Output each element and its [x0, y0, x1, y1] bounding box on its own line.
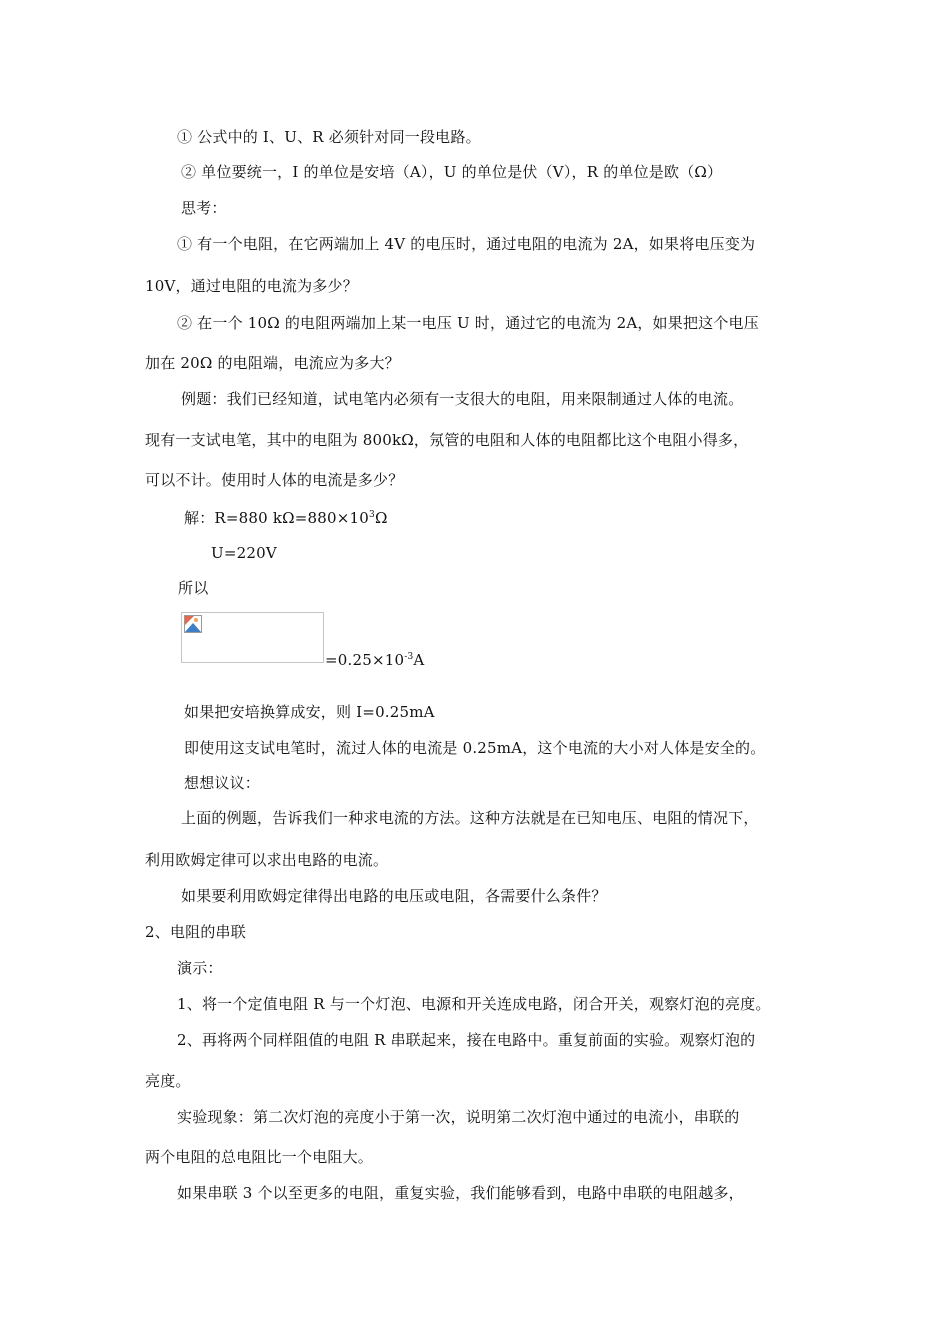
solution-result-suffix: A: [413, 651, 425, 669]
line-22: 实验现象：第二次灯泡的亮度小于第一次，说明第二次灯泡中通过的电流小，串联的: [177, 1108, 740, 1126]
line-4: ① 有一个电阻，在它两端加上 4V 的电压时，通过电阻的电流为 2A，如果将电压变为: [177, 235, 756, 253]
line-13: 想想议议：: [184, 774, 261, 792]
solution-r-suffix: Ω: [374, 509, 388, 527]
solution-result-prefix: =0.25×10: [325, 651, 405, 669]
line-1: ① 公式中的 I、U、R 必须针对同一段电路。: [177, 128, 481, 146]
line-2: ② 单位要统一，I 的单位是安培（A），U 的单位是伏（V），R 的单位是欧（Ω）: [181, 163, 723, 181]
line-21: 亮度。: [145, 1072, 191, 1090]
line-18: 演示：: [177, 959, 223, 977]
solution-r-prefix: 解：R=880 kΩ=880×10: [184, 509, 370, 527]
line-15: 利用欧姆定律可以求出电路的电流。: [145, 851, 389, 869]
line-9: 现有一支试电笔，其中的电阻为 800kΩ，氖管的电阻和人体的电阻都比这个电阻小得多，: [145, 431, 749, 449]
line-19: 1、将一个定值电阻 R 与一个灯泡、电源和开关连成电路，闭合开关，观察灯泡的亮度。: [177, 995, 771, 1013]
line-14: 上面的例题，告诉我们一种求电流的方法。这种方法就是在已知电压、电阻的情况下，: [181, 809, 759, 827]
line-5: 10V，通过电阻的电流为多少？: [145, 277, 358, 295]
line-24: 如果串联 3 个以至更多的电阻，重复实验，我们能够看到，电路中串联的电阻越多，: [177, 1184, 744, 1202]
line-23: 两个电阻的总电阻比一个电阻大。: [145, 1148, 374, 1166]
formula-image-placeholder: [181, 612, 324, 663]
line-16: 如果要利用欧姆定律得出电路的电压或电阻，各需要什么条件？: [181, 887, 607, 905]
line-8: 例题：我们已经知道，试电笔内必须有一支很大的电阻，用来限制通过人体的电流。: [181, 390, 744, 408]
solution-r: [184, 508, 388, 528]
solution-so: 所以: [178, 579, 209, 597]
solution-result-exponent: -3: [404, 652, 414, 662]
solution-result: [325, 650, 424, 670]
line-7: 加在 20Ω 的电阻端，电流应为多大？: [145, 354, 400, 372]
line-20: 2、再将两个同样阻值的电阻 R 串联起来，接在电路中。重复前面的实验。观察灯泡的: [177, 1031, 756, 1049]
broken-image-icon: [184, 615, 202, 633]
line-11: 如果把安培换算成安，则 I=0.25mA: [184, 703, 435, 721]
solution-r-exponent: 3: [369, 510, 375, 520]
line-12: 即使用这支试电笔时，流过人体的电流是 0.25mA，这个电流的大小对人体是安全的。: [184, 739, 766, 757]
line-6: ② 在一个 10Ω 的电阻两端加上某一电压 U 时，通过它的电流为 2A，如果把这个电压: [177, 314, 759, 332]
line-3: 思考：: [181, 199, 227, 217]
solution-u: U=220V: [211, 544, 277, 562]
section-heading: 2、电阻的串联: [145, 923, 246, 941]
line-10: 可以不计。使用时人体的电流是多少？: [145, 471, 404, 489]
